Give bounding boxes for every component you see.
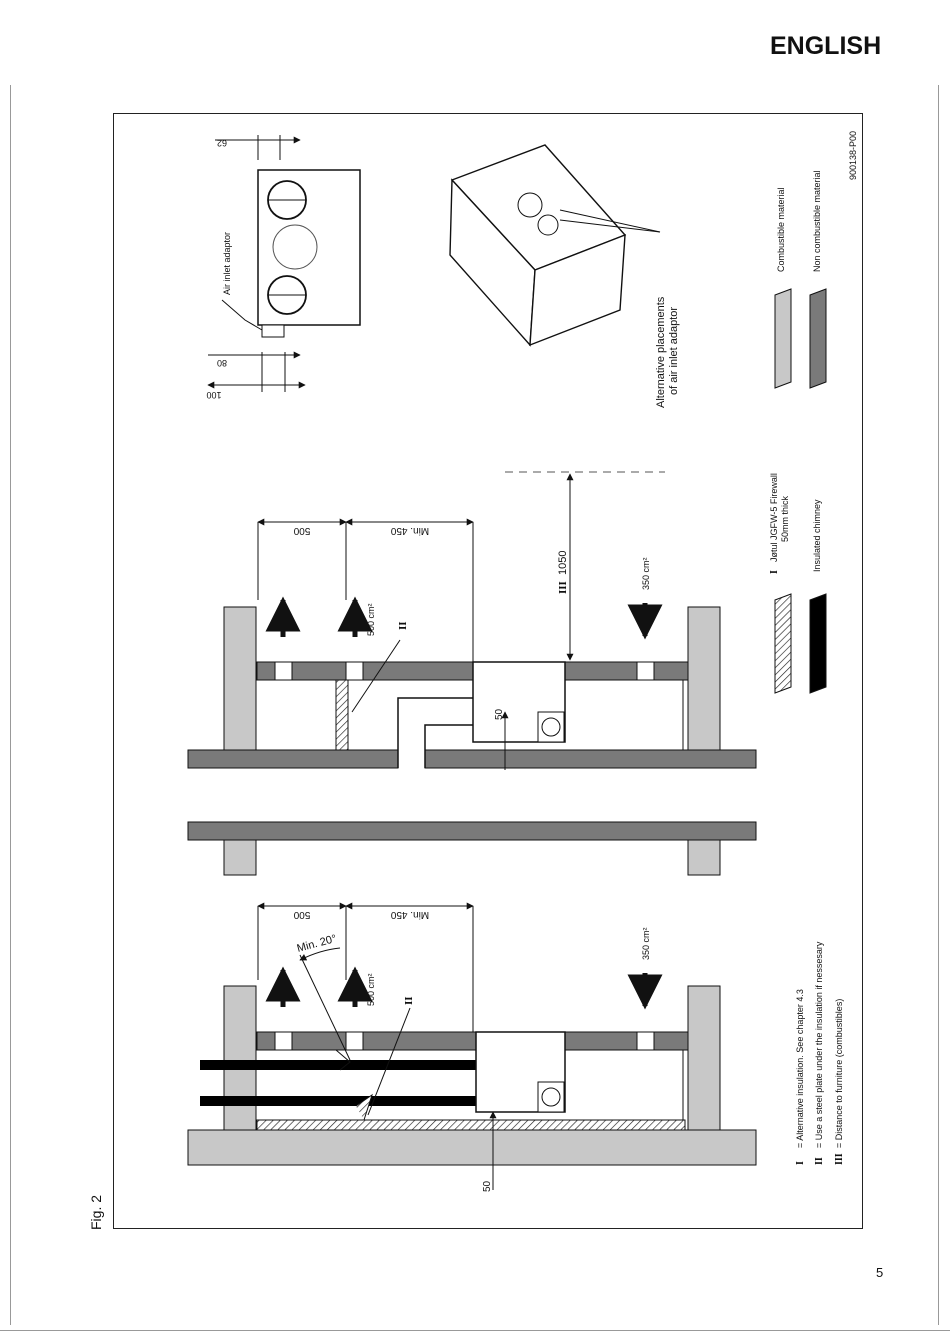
upper-numeral-III: III xyxy=(557,581,569,594)
upper-installation-diagram xyxy=(188,472,756,770)
vent-opening xyxy=(637,662,654,680)
note-1-text: = Alternative insulation. See chapter 4.3 xyxy=(795,989,805,1148)
lower-numeral-II: II xyxy=(403,996,415,1005)
floor-firewall xyxy=(257,1120,685,1130)
firewall-panel xyxy=(336,680,348,750)
legend-swatches xyxy=(775,289,826,693)
floor-slab-right xyxy=(425,750,756,768)
drawing-code: 900138-P00 xyxy=(848,130,858,180)
legend-combustible: Combustible material xyxy=(776,187,786,272)
wall-left xyxy=(224,607,256,750)
lower-area-500: 500 cm² xyxy=(366,973,376,1006)
vent-opening xyxy=(346,662,363,680)
combustible-swatch xyxy=(775,289,791,388)
upper-dim-min450: Min. 450 xyxy=(390,525,430,536)
vent-opening xyxy=(637,1032,654,1050)
note-1-numeral: I xyxy=(795,1161,806,1165)
upper-area-500: 500 cm² xyxy=(366,603,376,636)
vent-opening xyxy=(275,1032,292,1050)
ceiling-beam xyxy=(257,1032,688,1050)
note-2-numeral: II xyxy=(814,1157,825,1165)
legend-firewall-line1: Jøtul JGFW-5 Firewall xyxy=(769,473,779,562)
firewall-swatch xyxy=(775,594,791,693)
upper-numeral-II: II xyxy=(397,621,409,630)
wall-right xyxy=(688,607,720,750)
lower-angle-label: Min. 20° xyxy=(295,932,338,955)
insulated-chimney xyxy=(200,1060,476,1070)
upper-dim-1050: 1050 xyxy=(557,550,569,575)
unit-isometric-view xyxy=(450,145,660,345)
note-2-text: = Use a steel plate under the insulation if nessesary xyxy=(814,941,824,1148)
legend-non-combustible: Non combustible material xyxy=(812,170,822,272)
vent-opening xyxy=(275,662,292,680)
air-inlet-label: Air inlet adaptor xyxy=(222,231,232,295)
alt-placement-line1: Alternative placements xyxy=(655,296,667,408)
dim-62: 62 xyxy=(216,138,228,148)
lower-area-350: 350 cm² xyxy=(641,927,651,960)
chimney-swatch xyxy=(810,594,826,693)
dim-80: 80 xyxy=(216,358,228,368)
insulated-chimney xyxy=(200,1096,476,1106)
lower-dim-500: 500 xyxy=(293,909,311,920)
lower-dim-min450: Min. 450 xyxy=(390,909,430,920)
note-3-numeral: III xyxy=(834,1153,845,1165)
page-number: 5 xyxy=(876,1265,884,1280)
vent-opening xyxy=(346,1032,363,1050)
alt-placement-line2: of air inlet adaptor xyxy=(668,306,680,395)
upper-area-350: 350 cm² xyxy=(641,557,651,590)
floor-slab xyxy=(188,1130,756,1165)
language-heading: ENGLISH xyxy=(770,32,882,60)
floor-slab-left xyxy=(188,750,398,768)
legend-insulated-chimney: Insulated chimney xyxy=(812,499,822,572)
dim-100: 100 xyxy=(206,390,222,400)
lower-dim-50: 50 xyxy=(482,1180,493,1192)
wall-right xyxy=(688,986,720,1130)
figure-label: Fig. 2 xyxy=(88,1194,104,1230)
legend-firewall-numeral: I xyxy=(769,570,780,574)
legend-firewall-line2: 50mm thick xyxy=(780,495,790,542)
wall-left xyxy=(224,986,256,1130)
upper-dim-500: 500 xyxy=(293,525,311,536)
upper-dim-50: 50 xyxy=(494,708,505,720)
lower-installation-diagram xyxy=(188,906,756,1190)
separator-beam xyxy=(188,822,756,875)
non-combustible-swatch xyxy=(810,289,826,388)
note-3-text: = Distance to furniture (combustibles) xyxy=(834,998,844,1148)
